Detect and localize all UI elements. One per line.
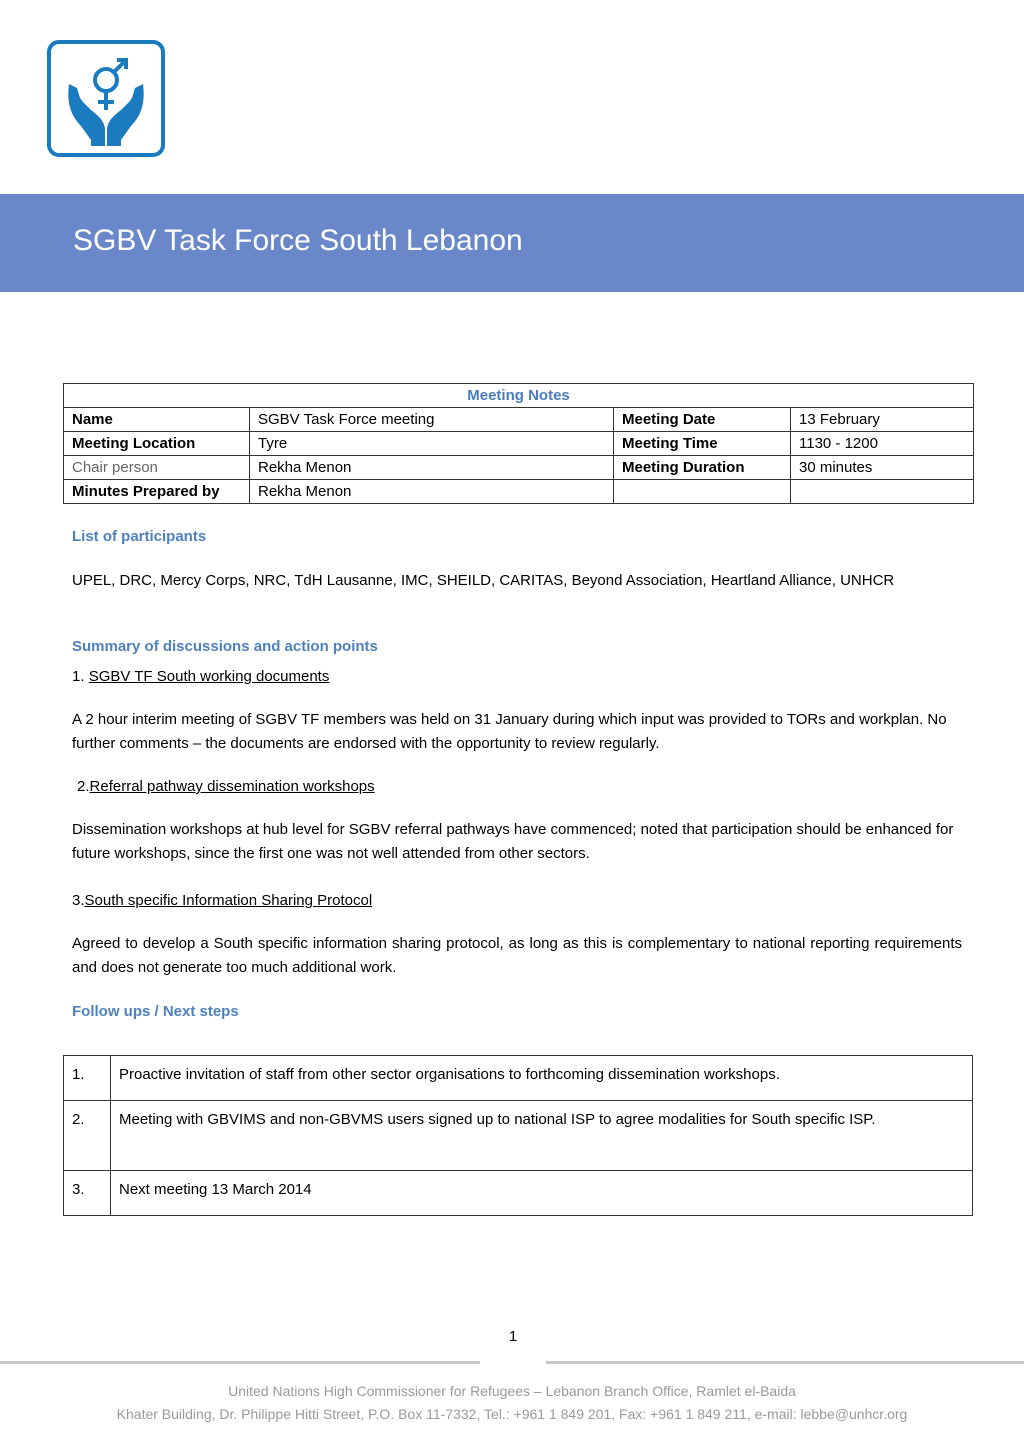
footer-address-line-2: Khater Building, Dr. Philippe Hitti Street, P.O. Box 11-7332, Tel.: +961 1 849 201, Fax: +961 1 849 211, e-mail: lebbe@unhcr.org [116, 1406, 908, 1422]
item-title-text: SGBV TF South working documents [88, 668, 330, 685]
document-title: SGBV Task Force South Lebanon [73, 224, 523, 257]
label-meeting-time: Meeting Time [614, 432, 791, 456]
discussion-item-title [72, 892, 372, 909]
table-row [64, 456, 974, 480]
value-name: SGBV Task Force meeting [250, 408, 614, 432]
footer-rule-right [546, 1361, 1024, 1364]
meeting-notes-table [63, 383, 974, 504]
label-chair-person: Chair person [64, 456, 250, 480]
followups-heading: Follow ups / Next steps [72, 1003, 239, 1020]
table-row [64, 1171, 973, 1216]
label-meeting-duration: Meeting Duration [614, 456, 791, 480]
discussion-item-text: Agreed to develop a South specific information sharing protocol, as long as this is complementary to national reporting requirements and does not generate too much additional work. [72, 935, 962, 976]
meeting-notes-caption: Meeting Notes [64, 384, 974, 408]
value-meeting-location: Tyre [250, 432, 614, 456]
table-row [64, 480, 974, 504]
item-title-text: South specific Information Sharing Protocol [84, 892, 373, 909]
label-meeting-location: Meeting Location [64, 432, 250, 456]
table-row [64, 432, 974, 456]
item-title-text: Referral pathway dissemination workshops [89, 778, 375, 795]
table-row [64, 1056, 973, 1101]
item-number: 2. [77, 778, 90, 795]
footer-address-line-1: United Nations High Commissioner for Refugees – Lebanon Branch Office, Ramlet el-Baida [228, 1383, 796, 1399]
discussion-item-text: A 2 hour interim meeting of SGBV TF members was held on 31 January during which input was provided to TORs and workplan. No further comments – the documents are endorsed with the opportunity to review regularly. [72, 711, 947, 752]
summary-heading: Summary of discussions and action points [72, 638, 378, 655]
step-number: 1. [64, 1056, 111, 1101]
value-meeting-duration: 30 minutes [791, 456, 974, 480]
participants-heading: List of participants [72, 528, 207, 545]
item-number: 3. [72, 892, 85, 909]
table-row [64, 408, 974, 432]
organization-logo [47, 40, 165, 157]
step-text: Next meeting 13 March 2014 [111, 1171, 973, 1216]
step-number: 3. [64, 1171, 111, 1216]
value-minutes-prepared-by: Rekha Menon [250, 480, 614, 504]
label-meeting-date: Meeting Date [614, 408, 791, 432]
footer-rule-left [0, 1361, 480, 1364]
empty-cell [791, 480, 974, 504]
value-meeting-date: 13 February [791, 408, 974, 432]
empty-cell [614, 480, 791, 504]
gender-symbol-hands-icon [47, 40, 165, 157]
step-text: Proactive invitation of staff from other sector organisations to forthcoming dissemination workshops. [111, 1056, 973, 1101]
table-row [64, 1101, 973, 1171]
page-number: 1 [508, 1328, 518, 1345]
label-minutes-prepared-by: Minutes Prepared by [64, 480, 250, 504]
followups-table [63, 1055, 973, 1216]
discussion-item-text: Dissemination workshops at hub level for SGBV referral pathways have commenced; noted that participation should be enhanced for future workshops, since the first one was not well attended from other sectors. [72, 821, 954, 862]
step-number: 2. [64, 1101, 111, 1171]
label-name: Name [64, 408, 250, 432]
item-number: 1. [72, 668, 85, 685]
participants-list: UPEL, DRC, Mercy Corps, NRC, TdH Lausanne, IMC, SHEILD, CARITAS, Beyond Association, Heartland Alliance, UNHCR [72, 572, 895, 589]
step-text: Meeting with GBVIMS and non-GBVMS users signed up to national ISP to agree modalities for South specific ISP. [111, 1101, 973, 1171]
discussion-item-title [77, 778, 375, 795]
value-chair-person: Rekha Menon [250, 456, 614, 480]
discussion-item-title [72, 668, 329, 685]
value-meeting-time: 1130 - 1200 [791, 432, 974, 456]
